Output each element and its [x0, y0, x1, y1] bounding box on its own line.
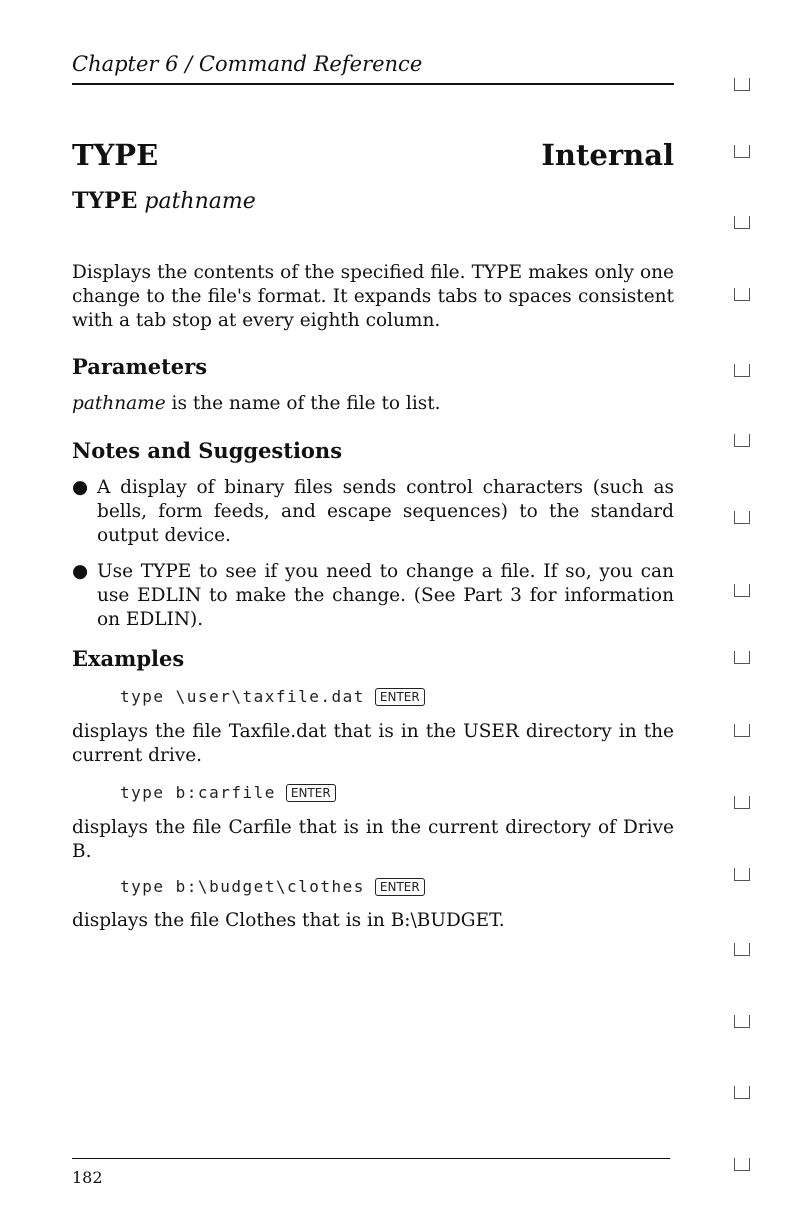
syntax-keyword: TYPE — [72, 188, 138, 214]
binder-hole-icon — [734, 434, 750, 447]
bullet-icon: ● — [72, 561, 89, 582]
parameters-text — [72, 392, 674, 416]
binder-hole-icon — [734, 943, 750, 956]
header-rule — [72, 83, 674, 85]
example-description: displays the file Carfile that is in the current directory of Drive B. — [72, 817, 674, 862]
examples-heading: Examples — [72, 646, 185, 671]
bullet-icon: ● — [72, 477, 89, 498]
example-command-text: type b:carfile — [120, 783, 276, 802]
example-command — [120, 877, 425, 896]
command-type: Internal — [541, 138, 674, 172]
binder-hole-icon — [734, 216, 750, 229]
command-name: TYPE — [72, 138, 159, 172]
enter-key-icon: ENTER — [375, 878, 425, 896]
command-syntax — [72, 188, 256, 214]
binder-hole-icon — [734, 288, 750, 301]
footer-rule — [72, 1158, 670, 1159]
page-number: 182 — [72, 1168, 103, 1187]
parameter-description: is the name of the file to list. — [171, 393, 441, 414]
example-description: displays the file Taxfile.dat that is in the USER directory in the current drive. — [72, 721, 674, 766]
binder-hole-icon — [734, 584, 750, 597]
example-description: displays the file Clothes that is in B:\BUDGET. — [72, 910, 505, 931]
notes-list — [72, 476, 674, 644]
example-command — [120, 783, 336, 802]
binder-hole-icon — [734, 1086, 750, 1099]
binder-hole-icon — [734, 1158, 750, 1171]
binder-hole-icon — [734, 78, 750, 91]
example-command — [120, 687, 425, 706]
binder-hole-icon — [734, 724, 750, 737]
enter-key-icon: ENTER — [375, 688, 425, 706]
syntax-argument: pathname — [144, 189, 256, 214]
parameters-heading: Parameters — [72, 354, 208, 379]
example-command-text: type b:\budget\clothes — [120, 877, 365, 896]
binder-hole-icon — [734, 796, 750, 809]
note-text: A display of binary files sends control characters (such as bells, form feeds, and escape sequences) to the standard output device. — [97, 477, 674, 546]
note-text: Use TYPE to see if you need to change a file. If so, you can use EDLIN to make the change. (See Part 3 for information on EDLIN). — [97, 561, 674, 630]
example-command-text: type \user\taxfile.dat — [120, 687, 365, 706]
notes-heading: Notes and Suggestions — [72, 438, 343, 463]
command-description: Displays the contents of the specified file. TYPE makes only one change to the file's format. It expands tabs to spaces consistent with a tab stop at every eighth column. — [72, 262, 674, 331]
binder-hole-icon — [734, 145, 750, 158]
binder-hole-icon — [734, 1015, 750, 1028]
parameter-name: pathname — [72, 393, 166, 414]
binder-hole-icon — [734, 651, 750, 664]
chapter-title: Chapter 6 / Command Reference — [72, 52, 423, 76]
binder-hole-icon — [734, 511, 750, 524]
note-item — [72, 476, 674, 548]
binder-hole-icon — [734, 868, 750, 881]
enter-key-icon: ENTER — [286, 784, 336, 802]
note-item — [72, 560, 674, 632]
binder-hole-icon — [734, 364, 750, 377]
